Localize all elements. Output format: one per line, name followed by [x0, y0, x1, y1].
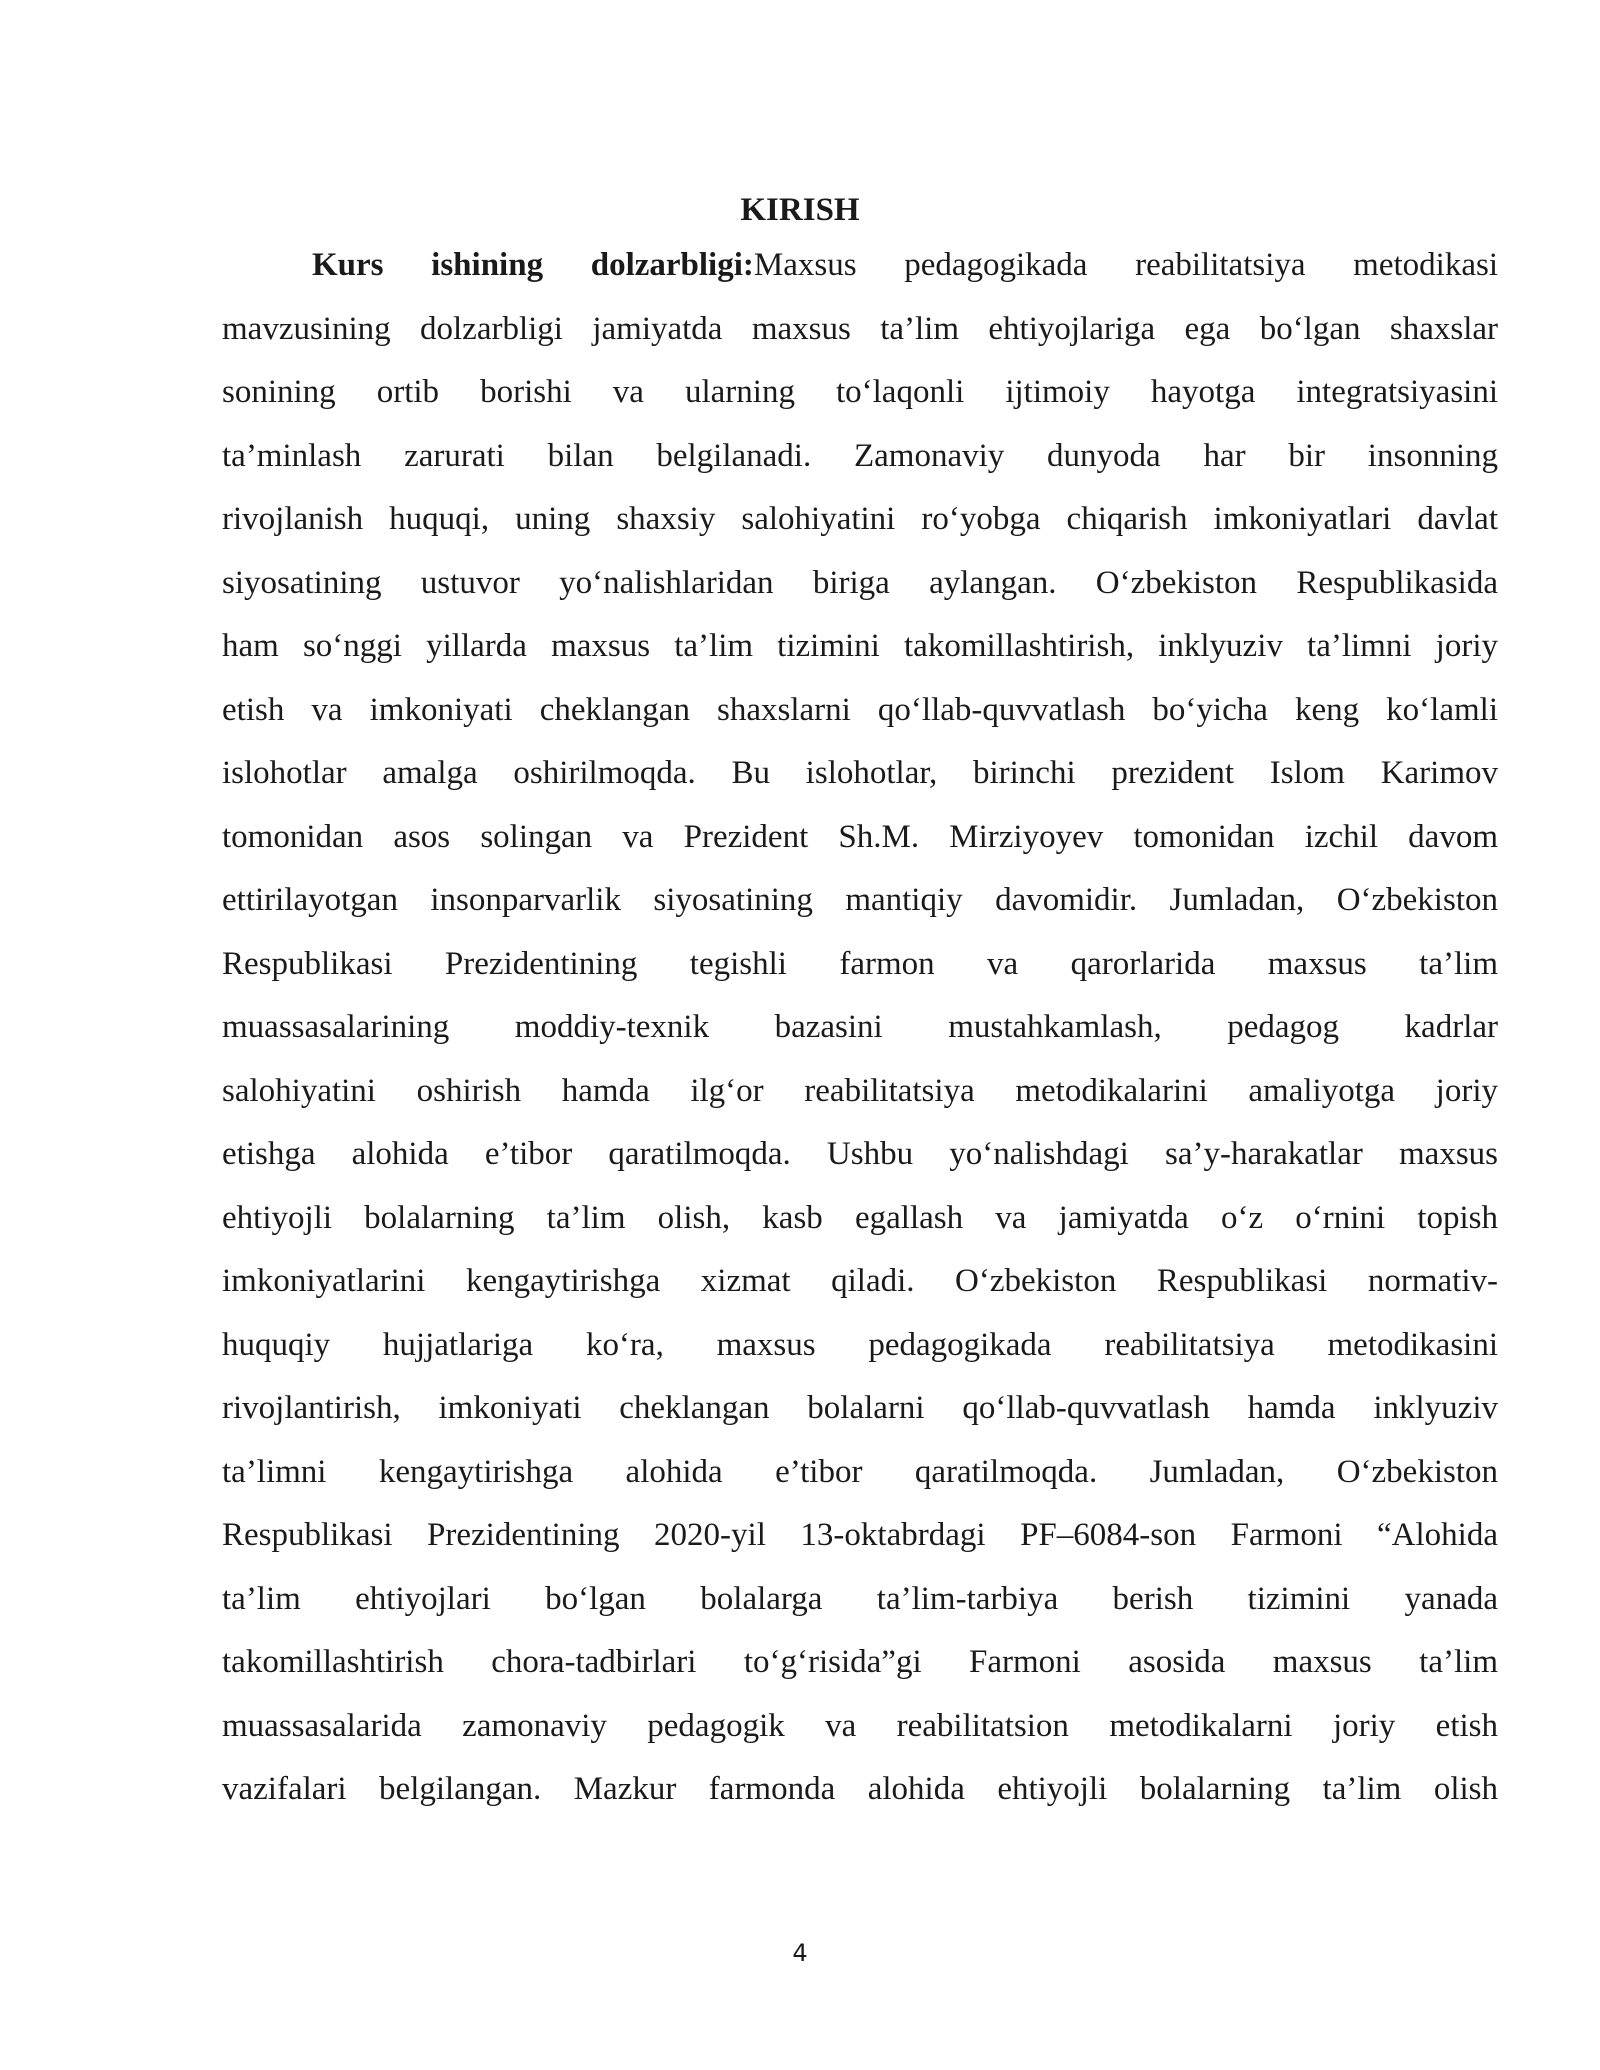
paragraph-line-14: salohiyatini oshirish hamda ilg‘or reabilitatsiya metodikalarini amaliyotga joriy: [222, 1072, 1498, 1109]
paragraph-line-22: ta’lim ehtiyojlari bo‘lgan bolalarga ta’lim-tarbiya berish tizimini yanada: [222, 1580, 1498, 1617]
paragraph-line-1: [222, 234, 1498, 298]
paragraph-line-19: rivojlantirish, imkoniyati cheklangan bolalarni qo‘llab-quvvatlash hamda inklyuziv: [222, 1390, 1498, 1426]
body-paragraph: [222, 234, 1498, 1822]
paragraph-line-4: ta’minlash zarurati bilan belgilanadi. Zamonaviy dunyoda har bir insonning: [222, 437, 1498, 474]
paragraph-line-24: muassasalarida zamonaviy pedagogik va reabilitatsion metodikalarni joriy etish: [222, 1707, 1498, 1744]
paragraph-line-10: tomonidan asos solingan va Prezident Sh.M. Mirziyoyev tomonidan izchil davom: [222, 818, 1498, 855]
paragraph-line-8: etish va imkoniyati cheklangan shaxslarni qo‘llab-quvvatlash bo‘yicha keng ko‘lamli: [222, 691, 1498, 728]
paragraph-line-12: Respublikasi Prezidentining tegishli farmon va qarorlarida maxsus ta’lim: [222, 945, 1498, 982]
paragraph-line-6: siyosatining ustuvor yo‘nalishlaridan biriga aylangan. O‘zbekiston Respublikasida: [222, 564, 1498, 601]
paragraph-line-23: takomillashtirish chora-tadbirlari to‘g‘risida”gi Farmoni asosida maxsus ta’lim: [222, 1644, 1498, 1680]
paragraph-line-17: imkoniyatlarini kengaytirishga xizmat qiladi. O‘zbekiston Respublikasi normativ-: [222, 1263, 1498, 1299]
paragraph-line-2: mavzusining dolzarbligi jamiyatda maxsus ta’lim ehtiyojlariga ega bo‘lgan shaxslar: [222, 310, 1498, 347]
paragraph-line-25: vazifalari belgilangan. Mazkur farmonda alohida ehtiyojli bolalarning ta’lim olish: [222, 1771, 1498, 1807]
page-number: 4: [792, 1939, 808, 1967]
section-title: KIRISH: [740, 192, 860, 228]
paragraph-line-3: sonining ortib borishi va ularning to‘laqonli ijtimoiy hayotga integratsiyasini: [222, 374, 1498, 410]
paragraph-line-13: muassasalarining moddiy-texnik bazasini mustahkamlash, pedagog kadrlar: [222, 1009, 1498, 1045]
paragraph-line-16: ehtiyojli bolalarning ta’lim olish, kasb egallash va jamiyatda o‘z o‘rnini topish: [222, 1199, 1498, 1236]
lead-label: Kurs ishining dolzarbligi:: [312, 247, 754, 283]
line-text: Maxsus pedagogikada reabilitatsiya metodikasi: [753, 247, 1498, 283]
paragraph-line-9: islohotlar amalga oshirilmoqda. Bu islohotlar, birinchi prezident Islom Karimov: [222, 755, 1498, 791]
paragraph-line-18: huquqiy hujjatlariga ko‘ra, maxsus pedagogikada reabilitatsiya metodikasini: [222, 1326, 1498, 1363]
paragraph-line-15: etishga alohida e’tibor qaratilmoqda. Ushbu yo‘nalishdagi sa’y-harakatlar maxsus: [222, 1136, 1498, 1172]
paragraph-line-20: ta’limni kengaytirishga alohida e’tibor qaratilmoqda. Jumladan, O‘zbekiston: [222, 1453, 1498, 1490]
paragraph-line-5: rivojlanish huquqi, uning shaxsiy salohiyatini ro‘yobga chiqarish imkoniyatlari davlat: [222, 501, 1498, 537]
paragraph-line-21: Respublikasi Prezidentining 2020-yil 13-oktabrdagi PF–6084-son Farmoni “Alohida: [222, 1517, 1498, 1553]
paragraph-line-7: ham so‘nggi yillarda maxsus ta’lim tizimini takomillashtirish, inklyuziv ta’limni joriy: [222, 628, 1498, 664]
paragraph-line-11: ettirilayotgan insonparvarlik siyosatining mantiqiy davomidir. Jumladan, O‘zbekiston: [222, 882, 1498, 918]
